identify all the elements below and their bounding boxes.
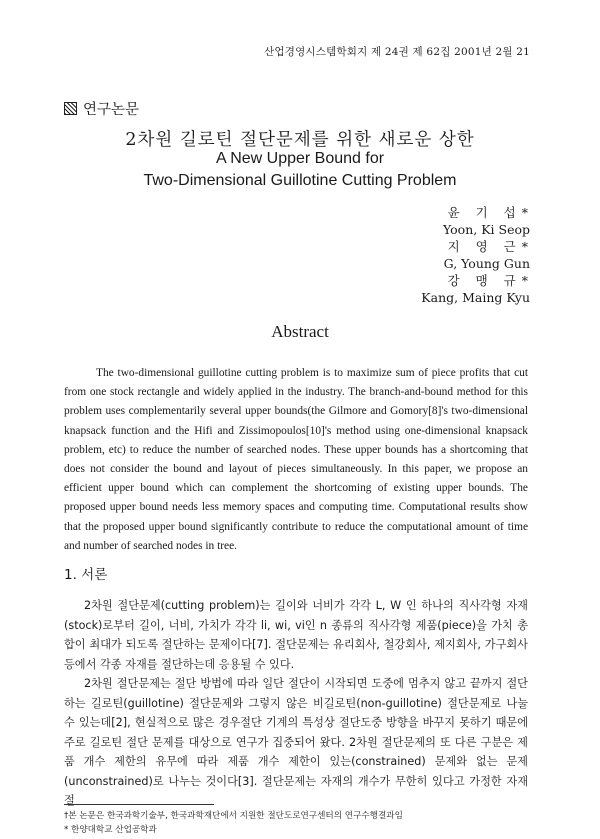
author-english-name: Yoon, Ki Seop (442, 222, 530, 237)
running-head: 산업경영시스템학회지 제 24권 제 62집 2001년 2월 21 (264, 46, 530, 58)
abstract-heading: Abstract (271, 322, 329, 341)
section-tag (64, 98, 139, 119)
paragraph: 2차원 절단문제는 절단 방법에 따라 일단 절단이 시작되면 도중에 멈추지 않고 끝까지 절단하는 길로틴(guillotine) 절단문제와 그렇지 않은 비길로틴(non-guillotine) 절단문제로 나눌 수 있는데[2], 현실적으로 많은 경우절단 기계의 특성상 절단도중 방향을 바꾸지 못하기 때문에 주로 길로틴 절단 문제를 대상으로 연구가 집중되어 왔다. 2차원 절단문제의 또 다른 구분은 제품 개수 제한의 유무에 따라 제품 개수 제한이 있는(constrained) 문제와 없는 문제(unconstrained)로 나누는 것이다[3]. 절단문제는 자재의 개수가 무한히 있다고 가정한 자재절 (64, 677, 528, 807)
author-block (421, 204, 534, 306)
author-korean-name: 윤 기 섭* (447, 205, 534, 220)
author-english-name: Kang, Maing Kyu (421, 290, 530, 305)
title-english-line1: A New Upper Bound for (215, 150, 385, 167)
section-tag-label: 연구논문 (83, 102, 140, 118)
footnote: * 한양대학교 산업공학과 (64, 825, 157, 835)
author-english-name: G, Young Gun (443, 256, 530, 271)
body-text (64, 596, 528, 811)
title-korean: 2차원 길로틴 절단문제를 위한 새로운 상한 (125, 130, 475, 150)
square-bullet-icon (64, 102, 77, 115)
section-heading: 1. 서론 (64, 567, 108, 583)
footnote-rule (64, 804, 214, 805)
footnote: †본 논문은 한국과학기술부, 한국과학재단에서 지원한 절단도로연구센터의 연구수행결과임 (64, 811, 403, 821)
paragraph: 2차원 절단문제(cutting problem)는 길이와 너비가 각각 L, W 인 하나의 직사각형 자재(stock)로부터 길이, 너비, 가치가 각각 li, wi, vi인 n 종류의 직사각형 제품(piece)을 가치 총합이 최대가 되도록 절단하는 문제이다[7]. 절단문제는 유리회사, 철강회사, 제지회사, 가구회사 등에서 각종 자재를 절단하는데 응용될 수 있다. (64, 599, 528, 671)
author-korean-name: 지 영 근* (447, 239, 534, 254)
author-korean-name: 강 맹 규* (447, 273, 534, 288)
abstract-text: The two-dimensional guillotine cutting problem is to maximize sum of piece profits that cut from one stock rectangle and widely applied in the industry. The branch-and-bound method for this problem uses complementarily several upper bounds(the Gilmore and Gomory[8]'s two-dimensional knapsack function and the Hifi and Zissimopoulos[10]'s method using one-dimensional knapsack problem, etc) to reduce the number of searched nodes. These upper bounds has a shortcoming that does not consider the bound and layout of pieces simultaneously. In this paper, we propose an efficient upper bound which can complement the shortcoming of existing upper bounds. The proposed upper bound needs less memory spaces and computing time. Computational results show that the proposed upper bound significantly contribute to reduce the computational amount of time and number of searched nodes in tree. (64, 367, 528, 552)
abstract-body (64, 364, 528, 556)
title-english-line2: Two-Dimensional Guillotine Cutting Problem (143, 172, 457, 189)
